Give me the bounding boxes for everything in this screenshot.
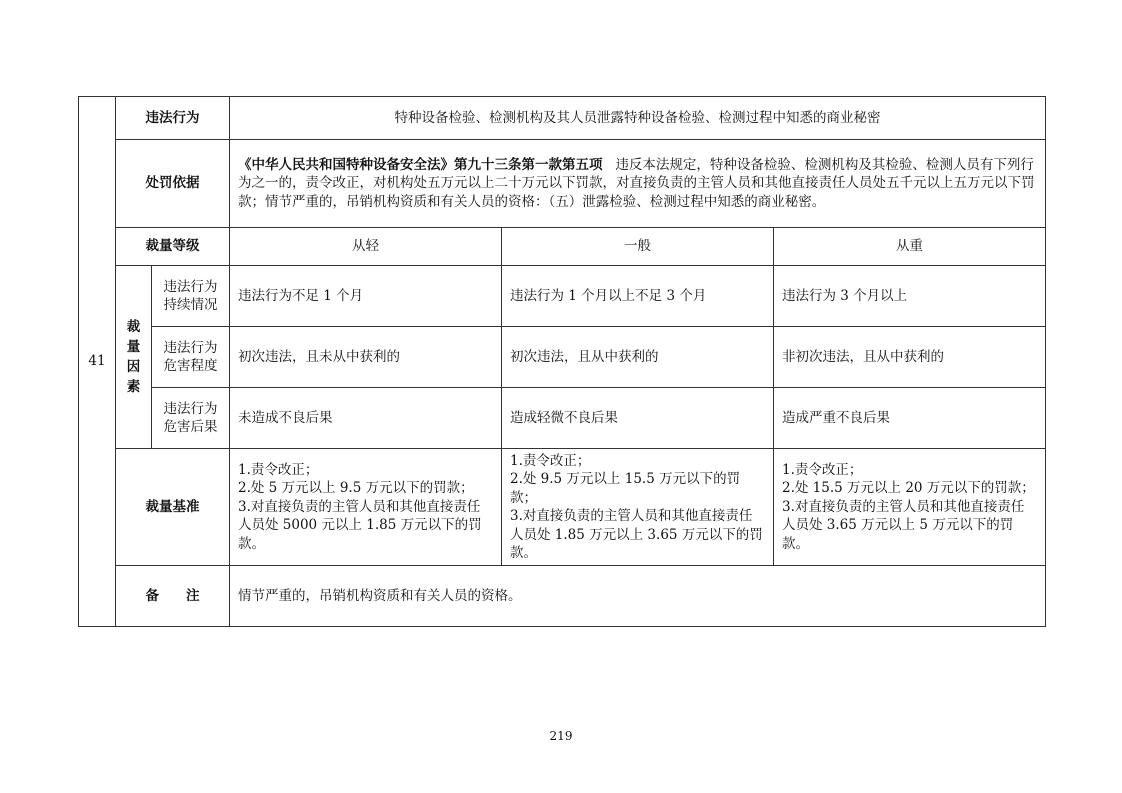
level-heavy: 从重: [774, 228, 1046, 266]
standard-line: 1.责令改正；: [782, 461, 863, 478]
factor-light: 违法行为不足 1 个月: [230, 266, 502, 327]
basis-text: 违反本法规定，特种设备检验、检测机构及其检验、检测人员有下列行为之一的，责令改正，对机构处五万元以上二十万元以下罚款，对直接负责的主管人员和其他直接责任人员处五千元以上五万元以下罚款；情节严重的，吊销机构资质和有关人员的资格：（五）泄露检验、检测过程中知悉的商业秘密。: [238, 156, 1035, 210]
factor-name-line: 危害程度: [163, 358, 218, 374]
level-light: 从轻: [230, 228, 502, 266]
law-title: 《中华人民共和国特种设备安全法》第九十三条第一款第五项: [238, 156, 603, 173]
factor-name: [152, 266, 230, 327]
violation-label: 违法行为: [116, 97, 230, 140]
standard-line: 1.责令改正；: [510, 452, 591, 469]
standard-line: 1.责令改正；: [238, 461, 319, 478]
standard-normal: [502, 449, 774, 566]
factor-row: [79, 327, 1046, 388]
levels-label: 裁量等级: [116, 228, 230, 266]
factor-light: 初次违法，且未从中获利的: [230, 327, 502, 388]
factor-name-line: 违法行为: [163, 279, 218, 295]
remarks-row: [79, 566, 1046, 627]
factor-name: [152, 327, 230, 388]
standard-line: 3.对直接负责的主管人员和其他直接责任人员处 3.65 万元以上 5 万元以下的罚款。: [782, 498, 1025, 552]
standard-light: [230, 449, 502, 566]
standard-line: 3.对直接负责的主管人员和其他直接责任人员处 1.85 万元以上 3.65 万元以下的罚款。: [510, 508, 763, 561]
factor-name-line: 违法行为: [163, 340, 218, 356]
factors-label-char: 量: [126, 339, 141, 355]
factor-row: [79, 266, 1046, 327]
factor-normal: 初次违法，且从中获利的: [502, 327, 774, 388]
factors-label: [116, 266, 152, 449]
remarks-text: 情节严重的，吊销机构资质和有关人员的资格。: [230, 566, 1046, 627]
standard-line: 2.处 15.5 万元以上 20 万元以下的罚款；: [782, 480, 1035, 497]
factor-name-line: 持续情况: [163, 297, 218, 313]
factor-name: [152, 388, 230, 449]
factors-label-char: 裁: [126, 319, 141, 335]
basis-row: [79, 140, 1046, 228]
factors-label-char: 因: [126, 359, 141, 375]
factor-name-line: 违法行为: [163, 401, 218, 417]
level-normal: 一般: [502, 228, 774, 266]
standard-label: 裁量基准: [116, 449, 230, 566]
discretion-table: [78, 96, 1046, 627]
standard-line: 2.处 5 万元以上 9.5 万元以下的罚款；: [238, 480, 474, 497]
factor-light: 未造成不良后果: [230, 388, 502, 449]
violation-row: [79, 97, 1046, 140]
levels-row: [79, 228, 1046, 266]
page-number: 219: [549, 729, 573, 743]
factor-heavy: 非初次违法，且从中获利的: [774, 327, 1046, 388]
factors-label-char: 素: [126, 379, 141, 395]
standard-heavy: [774, 449, 1046, 566]
standard-line: 3.对直接负责的主管人员和其他直接责任人员处 5000 元以上 1.85 万元以下的罚款。: [238, 498, 482, 552]
factor-normal: 违法行为 1 个月以上不足 3 个月: [502, 266, 774, 327]
factor-normal: 造成轻微不良后果: [502, 388, 774, 449]
violation-text: 特种设备检验、检测机构及其人员泄露特种设备检验、检测过程中知悉的商业秘密: [230, 97, 1046, 140]
factor-heavy: 造成严重不良后果: [774, 388, 1046, 449]
standard-row: [79, 449, 1046, 566]
row-number: 41: [79, 97, 116, 627]
remarks-label: 备 注: [116, 566, 230, 627]
basis-label: 处罚依据: [116, 140, 230, 228]
factor-row: [79, 388, 1046, 449]
factor-name-line: 危害后果: [163, 419, 218, 435]
factor-heavy: 违法行为 3 个月以上: [774, 266, 1046, 327]
standard-line: 2.处 9.5 万元以上 15.5 万元以下的罚款；: [510, 471, 741, 506]
basis-content: [230, 140, 1046, 228]
